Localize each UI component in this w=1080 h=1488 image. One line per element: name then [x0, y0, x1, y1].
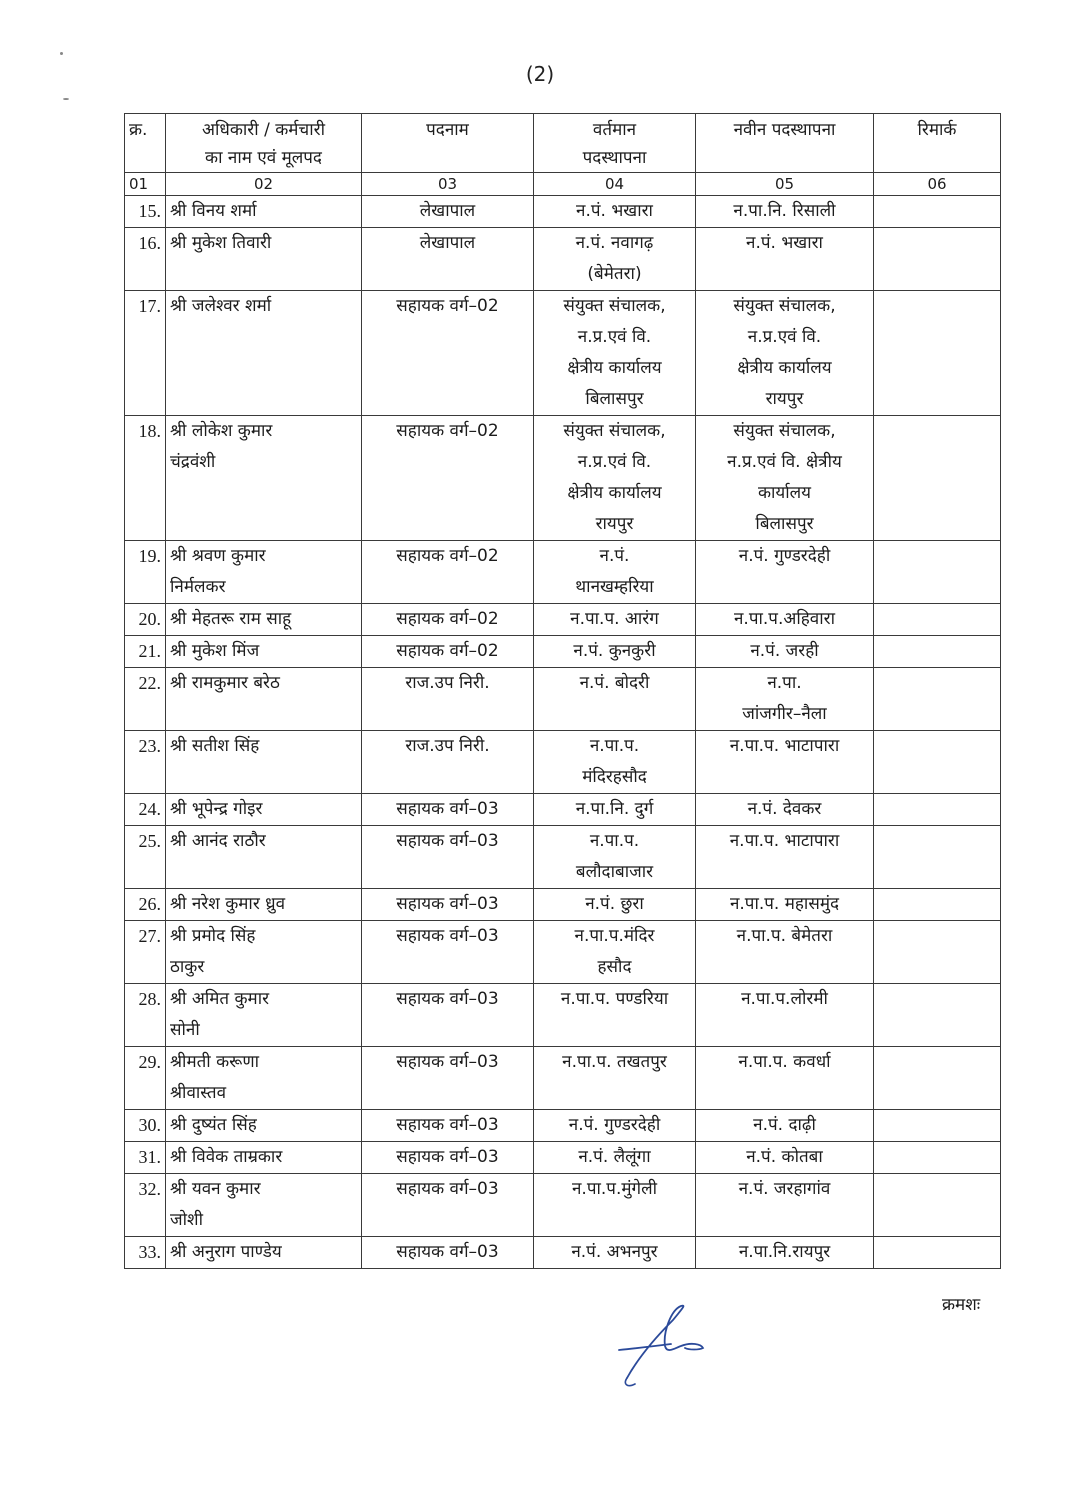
- new-posting-cell: [696, 541, 874, 604]
- current-posting: न.पं. लैलूंगा: [578, 1147, 651, 1167]
- new-posting-cell: [696, 889, 874, 921]
- new-posting: न.पा.: [767, 673, 802, 693]
- employee-name: श्री मेहतरू राम साहू: [170, 609, 292, 629]
- column-number: 01: [125, 173, 166, 196]
- designation: सहायक वर्ग–02: [396, 546, 499, 566]
- current-posting-cell: [534, 984, 696, 1047]
- designation: सहायक वर्ग–03: [396, 1242, 499, 1262]
- table-row: [125, 604, 1001, 636]
- column-number: 05: [696, 173, 874, 196]
- header-text: नवीन पदस्थापना: [733, 120, 836, 140]
- column-number: 02: [166, 173, 362, 196]
- employee-name: श्री श्रवण कुमार: [170, 546, 266, 566]
- employee-name-cell: [166, 921, 362, 984]
- employee-name-cell: [166, 668, 362, 731]
- employee-name-cell: [166, 731, 362, 794]
- current-posting: क्षेत्रीय कार्यालय: [567, 358, 662, 378]
- scan-speck: [63, 98, 69, 100]
- employee-name: जोशी: [170, 1210, 203, 1230]
- current-posting: न.पं. छुरा: [585, 894, 644, 914]
- employee-name: ठाकुर: [170, 957, 205, 977]
- employee-name: निर्मलकर: [170, 577, 226, 597]
- new-posting-cell: [696, 416, 874, 541]
- employee-name-cell: [166, 889, 362, 921]
- table-row: [125, 1047, 1001, 1110]
- employee-name-cell: [166, 291, 362, 416]
- current-posting: संयुक्त संचालक,: [563, 296, 666, 316]
- transfer-table: [124, 113, 1001, 1269]
- employee-name: सोनी: [170, 1020, 200, 1040]
- employee-name-cell: [166, 826, 362, 889]
- designation: सहायक वर्ग–03: [396, 799, 499, 819]
- serial-number-cell: 32.: [125, 1174, 166, 1237]
- header-text: पदस्थापना: [582, 148, 647, 168]
- current-posting: मंदिरहसौद: [582, 767, 647, 787]
- employee-name-cell: [166, 196, 362, 228]
- serial-number-cell: 21.: [125, 636, 166, 668]
- current-posting: न.पा.प.मंदिर: [574, 926, 655, 946]
- remark-cell: [874, 196, 1001, 228]
- serial-number-cell: 16.: [125, 228, 166, 291]
- employee-name: चंद्रवंशी: [170, 452, 216, 472]
- serial-number-cell: 18.: [125, 416, 166, 541]
- current-posting: न.पं. भखारा: [576, 201, 653, 221]
- employee-name-cell: [166, 1110, 362, 1142]
- current-posting: न.पं. कुनकुरी: [573, 641, 656, 661]
- designation: सहायक वर्ग–02: [396, 609, 499, 629]
- current-posting: न.पा.प.: [589, 831, 640, 851]
- header-name: [166, 114, 362, 173]
- header-row: [125, 114, 1001, 173]
- designation-cell: [362, 541, 534, 604]
- new-posting: न.प्र.एवं वि. क्षेत्रीय: [727, 452, 842, 472]
- continued-label: क्रमशः: [942, 1295, 981, 1315]
- new-posting: न.पा.प. महासमुंद: [729, 894, 840, 914]
- current-posting-cell: [534, 731, 696, 794]
- employee-name-cell: [166, 416, 362, 541]
- employee-name: श्री अनुराग पाण्डेय: [170, 1242, 282, 1262]
- current-posting-cell: [534, 604, 696, 636]
- designation-cell: [362, 604, 534, 636]
- designation: सहायक वर्ग–02: [396, 421, 499, 441]
- designation-cell: [362, 826, 534, 889]
- designation-cell: [362, 291, 534, 416]
- designation: सहायक वर्ग–03: [396, 894, 499, 914]
- current-posting: न.प्र.एवं वि.: [577, 327, 652, 347]
- new-posting: न.प्र.एवं वि.: [747, 327, 822, 347]
- designation-cell: [362, 1237, 534, 1269]
- serial-number-cell: 24.: [125, 794, 166, 826]
- current-posting-cell: [534, 1237, 696, 1269]
- employee-name-cell: [166, 604, 362, 636]
- table-row: [125, 416, 1001, 541]
- designation-cell: [362, 1047, 534, 1110]
- current-posting-cell: [534, 636, 696, 668]
- table-row: [125, 921, 1001, 984]
- table-body: [125, 196, 1001, 1269]
- remark-cell: [874, 604, 1001, 636]
- serial-number-cell: 33.: [125, 1237, 166, 1269]
- new-posting-cell: [696, 1237, 874, 1269]
- designation-cell: [362, 636, 534, 668]
- new-posting: न.पं. दाढ़ी: [753, 1115, 816, 1135]
- current-posting: न.पं. अभनपुर: [571, 1242, 658, 1262]
- serial-number-cell: 20.: [125, 604, 166, 636]
- header-serial: [125, 114, 166, 173]
- current-posting-cell: [534, 794, 696, 826]
- table-row: [125, 1237, 1001, 1269]
- current-posting: न.प्र.एवं वि.: [577, 452, 652, 472]
- table-row: [125, 541, 1001, 604]
- employee-name: श्री नरेश कुमार ध्रुव: [170, 894, 286, 914]
- remark-cell: [874, 291, 1001, 416]
- new-posting: न.पा.प. भाटापारा: [729, 736, 840, 756]
- table-row: [125, 794, 1001, 826]
- designation-cell: [362, 921, 534, 984]
- new-posting: न.पं. जरहागांव: [738, 1179, 831, 1199]
- current-posting-cell: [534, 1047, 696, 1110]
- remark-cell: [874, 794, 1001, 826]
- designation-cell: [362, 1110, 534, 1142]
- new-posting-cell: [696, 921, 874, 984]
- new-posting-cell: [696, 794, 874, 826]
- designation-cell: [362, 794, 534, 826]
- current-posting-cell: [534, 416, 696, 541]
- employee-name-cell: [166, 1237, 362, 1269]
- designation: राज.उप निरी.: [405, 673, 490, 693]
- table-row: [125, 228, 1001, 291]
- scan-speck: [60, 52, 63, 55]
- header-text: वर्तमान: [592, 120, 637, 140]
- employee-name: श्री दुष्यंत सिंह: [170, 1115, 257, 1135]
- new-posting: न.पा.प. भाटापारा: [729, 831, 840, 851]
- current-posting-cell: [534, 889, 696, 921]
- remark-cell: [874, 1047, 1001, 1110]
- new-posting-cell: [696, 636, 874, 668]
- designation: सहायक वर्ग–03: [396, 831, 499, 851]
- header-text: रिमार्क: [917, 120, 957, 140]
- remark-cell: [874, 416, 1001, 541]
- table-row: [125, 291, 1001, 416]
- current-posting: न.पं.: [599, 546, 630, 566]
- table-row: [125, 1174, 1001, 1237]
- new-posting: जांजगीर–नैला: [742, 704, 827, 724]
- new-posting: क्षेत्रीय कार्यालय: [737, 358, 832, 378]
- new-posting-cell: [696, 826, 874, 889]
- remark-cell: [874, 731, 1001, 794]
- new-posting: न.पं. गुण्डरदेही: [738, 546, 831, 566]
- current-posting: न.पा.प.मुंगेली: [571, 1179, 658, 1199]
- employee-name: श्री सतीश सिंह: [170, 736, 260, 756]
- remark-cell: [874, 668, 1001, 731]
- current-posting: संयुक्त संचालक,: [563, 421, 666, 441]
- current-posting: न.पा.नि. दुर्ग: [575, 799, 654, 819]
- serial-number-cell: 25.: [125, 826, 166, 889]
- header-current-posting: [534, 114, 696, 173]
- designation-cell: [362, 731, 534, 794]
- serial-number-cell: 28.: [125, 984, 166, 1047]
- employee-name: श्रीवास्तव: [170, 1083, 227, 1103]
- serial-number-cell: 22.: [125, 668, 166, 731]
- new-posting: न.पा.प. बेमेतरा: [736, 926, 833, 946]
- designation: सहायक वर्ग–03: [396, 926, 499, 946]
- column-number: 04: [534, 173, 696, 196]
- current-posting-cell: [534, 1110, 696, 1142]
- current-posting-cell: [534, 541, 696, 604]
- designation-cell: [362, 196, 534, 228]
- remark-cell: [874, 1174, 1001, 1237]
- serial-number-cell: 17.: [125, 291, 166, 416]
- current-posting: बलौदाबाजार: [575, 862, 654, 882]
- table-row: [125, 1142, 1001, 1174]
- current-posting: न.पा.प. आरंग: [570, 609, 659, 629]
- remark-cell: [874, 541, 1001, 604]
- serial-number-cell: 30.: [125, 1110, 166, 1142]
- current-posting: बिलासपुर: [585, 389, 644, 409]
- employee-name: श्री रामकुमार बरेठ: [170, 673, 280, 693]
- employee-name-cell: [166, 1047, 362, 1110]
- employee-name-cell: [166, 636, 362, 668]
- current-posting: हसौद: [597, 957, 632, 977]
- new-posting: रायपुर: [765, 389, 804, 409]
- remark-cell: [874, 984, 1001, 1047]
- current-posting: रायपुर: [595, 514, 634, 534]
- new-posting-cell: [696, 984, 874, 1047]
- table-row: [125, 196, 1001, 228]
- employee-name: श्री भूपेन्द्र गोइर: [170, 799, 263, 819]
- new-posting-cell: [696, 731, 874, 794]
- designation-cell: [362, 889, 534, 921]
- serial-number-cell: 26.: [125, 889, 166, 921]
- new-posting-cell: [696, 1110, 874, 1142]
- new-posting: संयुक्त संचालक,: [733, 421, 836, 441]
- designation: सहायक वर्ग–02: [396, 641, 499, 661]
- serial-number-cell: 31.: [125, 1142, 166, 1174]
- new-posting-cell: [696, 196, 874, 228]
- new-posting: न.पं. जरही: [750, 641, 819, 661]
- serial-number-cell: 19.: [125, 541, 166, 604]
- designation: सहायक वर्ग–03: [396, 1179, 499, 1199]
- new-posting-cell: [696, 228, 874, 291]
- employee-name: श्री आनंद राठौर: [170, 831, 266, 851]
- current-posting: थानखम्हरिया: [575, 577, 654, 597]
- serial-number-cell: 15.: [125, 196, 166, 228]
- new-posting-cell: [696, 668, 874, 731]
- designation-cell: [362, 1174, 534, 1237]
- new-posting: कार्यालय: [757, 483, 812, 503]
- new-posting: न.पा.प.लोरमी: [741, 989, 828, 1009]
- designation: लेखापाल: [419, 233, 476, 253]
- employee-name: श्री यवन कुमार: [170, 1179, 261, 1199]
- table-row: [125, 731, 1001, 794]
- header-text: क्र.: [129, 120, 148, 140]
- new-posting: न.पं. भखारा: [746, 233, 823, 253]
- current-posting-cell: [534, 228, 696, 291]
- page-number: (2): [525, 62, 555, 86]
- designation: सहायक वर्ग–03: [396, 1052, 499, 1072]
- current-posting-cell: [534, 826, 696, 889]
- current-posting-cell: [534, 1142, 696, 1174]
- remark-cell: [874, 889, 1001, 921]
- current-posting-cell: [534, 1174, 696, 1237]
- table-row: [125, 636, 1001, 668]
- designation-cell: [362, 1142, 534, 1174]
- current-posting: (बेमेतरा): [587, 264, 642, 284]
- header-designation: [362, 114, 534, 173]
- column-number: 03: [362, 173, 534, 196]
- designation-cell: [362, 668, 534, 731]
- header-text: का नाम एवं मूलपद: [205, 148, 322, 168]
- designation-cell: [362, 228, 534, 291]
- header-new-posting: [696, 114, 874, 173]
- remark-cell: [874, 1142, 1001, 1174]
- current-posting-cell: [534, 921, 696, 984]
- remark-cell: [874, 1110, 1001, 1142]
- employee-name: श्री जलेश्वर शर्मा: [170, 296, 272, 316]
- designation: सहायक वर्ग–03: [396, 1115, 499, 1135]
- employee-name-cell: [166, 1174, 362, 1237]
- employee-name-cell: [166, 984, 362, 1047]
- designation-cell: [362, 984, 534, 1047]
- new-posting: न.पं. देवकर: [747, 799, 822, 819]
- current-posting: क्षेत्रीय कार्यालय: [567, 483, 662, 503]
- new-posting-cell: [696, 291, 874, 416]
- new-posting: न.पा.नि. रिसाली: [733, 201, 836, 221]
- designation: लेखापाल: [419, 201, 476, 221]
- header-remark: [874, 114, 1001, 173]
- remark-cell: [874, 826, 1001, 889]
- new-posting: न.पा.प.अहिवारा: [734, 609, 835, 629]
- current-posting-cell: [534, 291, 696, 416]
- current-posting: न.पं. गुण्डरदेही: [568, 1115, 661, 1135]
- serial-number-cell: 29.: [125, 1047, 166, 1110]
- new-posting: न.पा.नि.रायपुर: [738, 1242, 831, 1262]
- employee-name: श्री अमित कुमार: [170, 989, 270, 1009]
- employee-name-cell: [166, 794, 362, 826]
- employee-name: श्री मुकेश तिवारी: [170, 233, 272, 253]
- current-posting: न.पा.प.: [589, 736, 640, 756]
- current-posting: न.पा.प. तखतपुर: [562, 1052, 667, 1072]
- designation: सहायक वर्ग–03: [396, 989, 499, 1009]
- table-row: [125, 1110, 1001, 1142]
- new-posting: बिलासपुर: [755, 514, 814, 534]
- current-posting: न.पं. बोदरी: [579, 673, 650, 693]
- designation: सहायक वर्ग–03: [396, 1147, 499, 1167]
- designation-cell: [362, 416, 534, 541]
- employee-name: श्री विनय शर्मा: [170, 201, 257, 221]
- serial-number-cell: 23.: [125, 731, 166, 794]
- table-row: [125, 984, 1001, 1047]
- current-posting-cell: [534, 668, 696, 731]
- header-text: अधिकारी / कर्मचारी: [202, 120, 325, 140]
- current-posting: न.पा.प. पण्डरिया: [560, 989, 669, 1009]
- designation: राज.उप निरी.: [405, 736, 490, 756]
- new-posting-cell: [696, 1174, 874, 1237]
- remark-cell: [874, 1237, 1001, 1269]
- employee-name: श्रीमती करूणा: [170, 1052, 260, 1072]
- employee-name: श्री विवेक ताम्रकार: [170, 1147, 283, 1167]
- current-posting-cell: [534, 196, 696, 228]
- designation: सहायक वर्ग–02: [396, 296, 499, 316]
- employee-name: श्री लोकेश कुमार: [170, 421, 273, 441]
- remark-cell: [874, 921, 1001, 984]
- table-row: [125, 826, 1001, 889]
- new-posting: संयुक्त संचालक,: [733, 296, 836, 316]
- employee-name-cell: [166, 228, 362, 291]
- new-posting: न.पं. कोतबा: [746, 1147, 823, 1167]
- serial-number-cell: 27.: [125, 921, 166, 984]
- signature-icon: [615, 1300, 725, 1390]
- new-posting: न.पा.प. कवर्धा: [738, 1052, 831, 1072]
- header-text: पदनाम: [426, 120, 469, 140]
- employee-name-cell: [166, 541, 362, 604]
- current-posting: न.पं. नवागढ़: [575, 233, 654, 253]
- column-number-row: [125, 173, 1001, 196]
- remark-cell: [874, 636, 1001, 668]
- employee-name-cell: [166, 1142, 362, 1174]
- table-row: [125, 889, 1001, 921]
- new-posting-cell: [696, 1047, 874, 1110]
- table-row: [125, 668, 1001, 731]
- employee-name: श्री प्रमोद सिंह: [170, 926, 256, 946]
- remark-cell: [874, 228, 1001, 291]
- employee-name: श्री मुकेश मिंज: [170, 641, 260, 661]
- column-number: 06: [874, 173, 1001, 196]
- new-posting-cell: [696, 1142, 874, 1174]
- new-posting-cell: [696, 604, 874, 636]
